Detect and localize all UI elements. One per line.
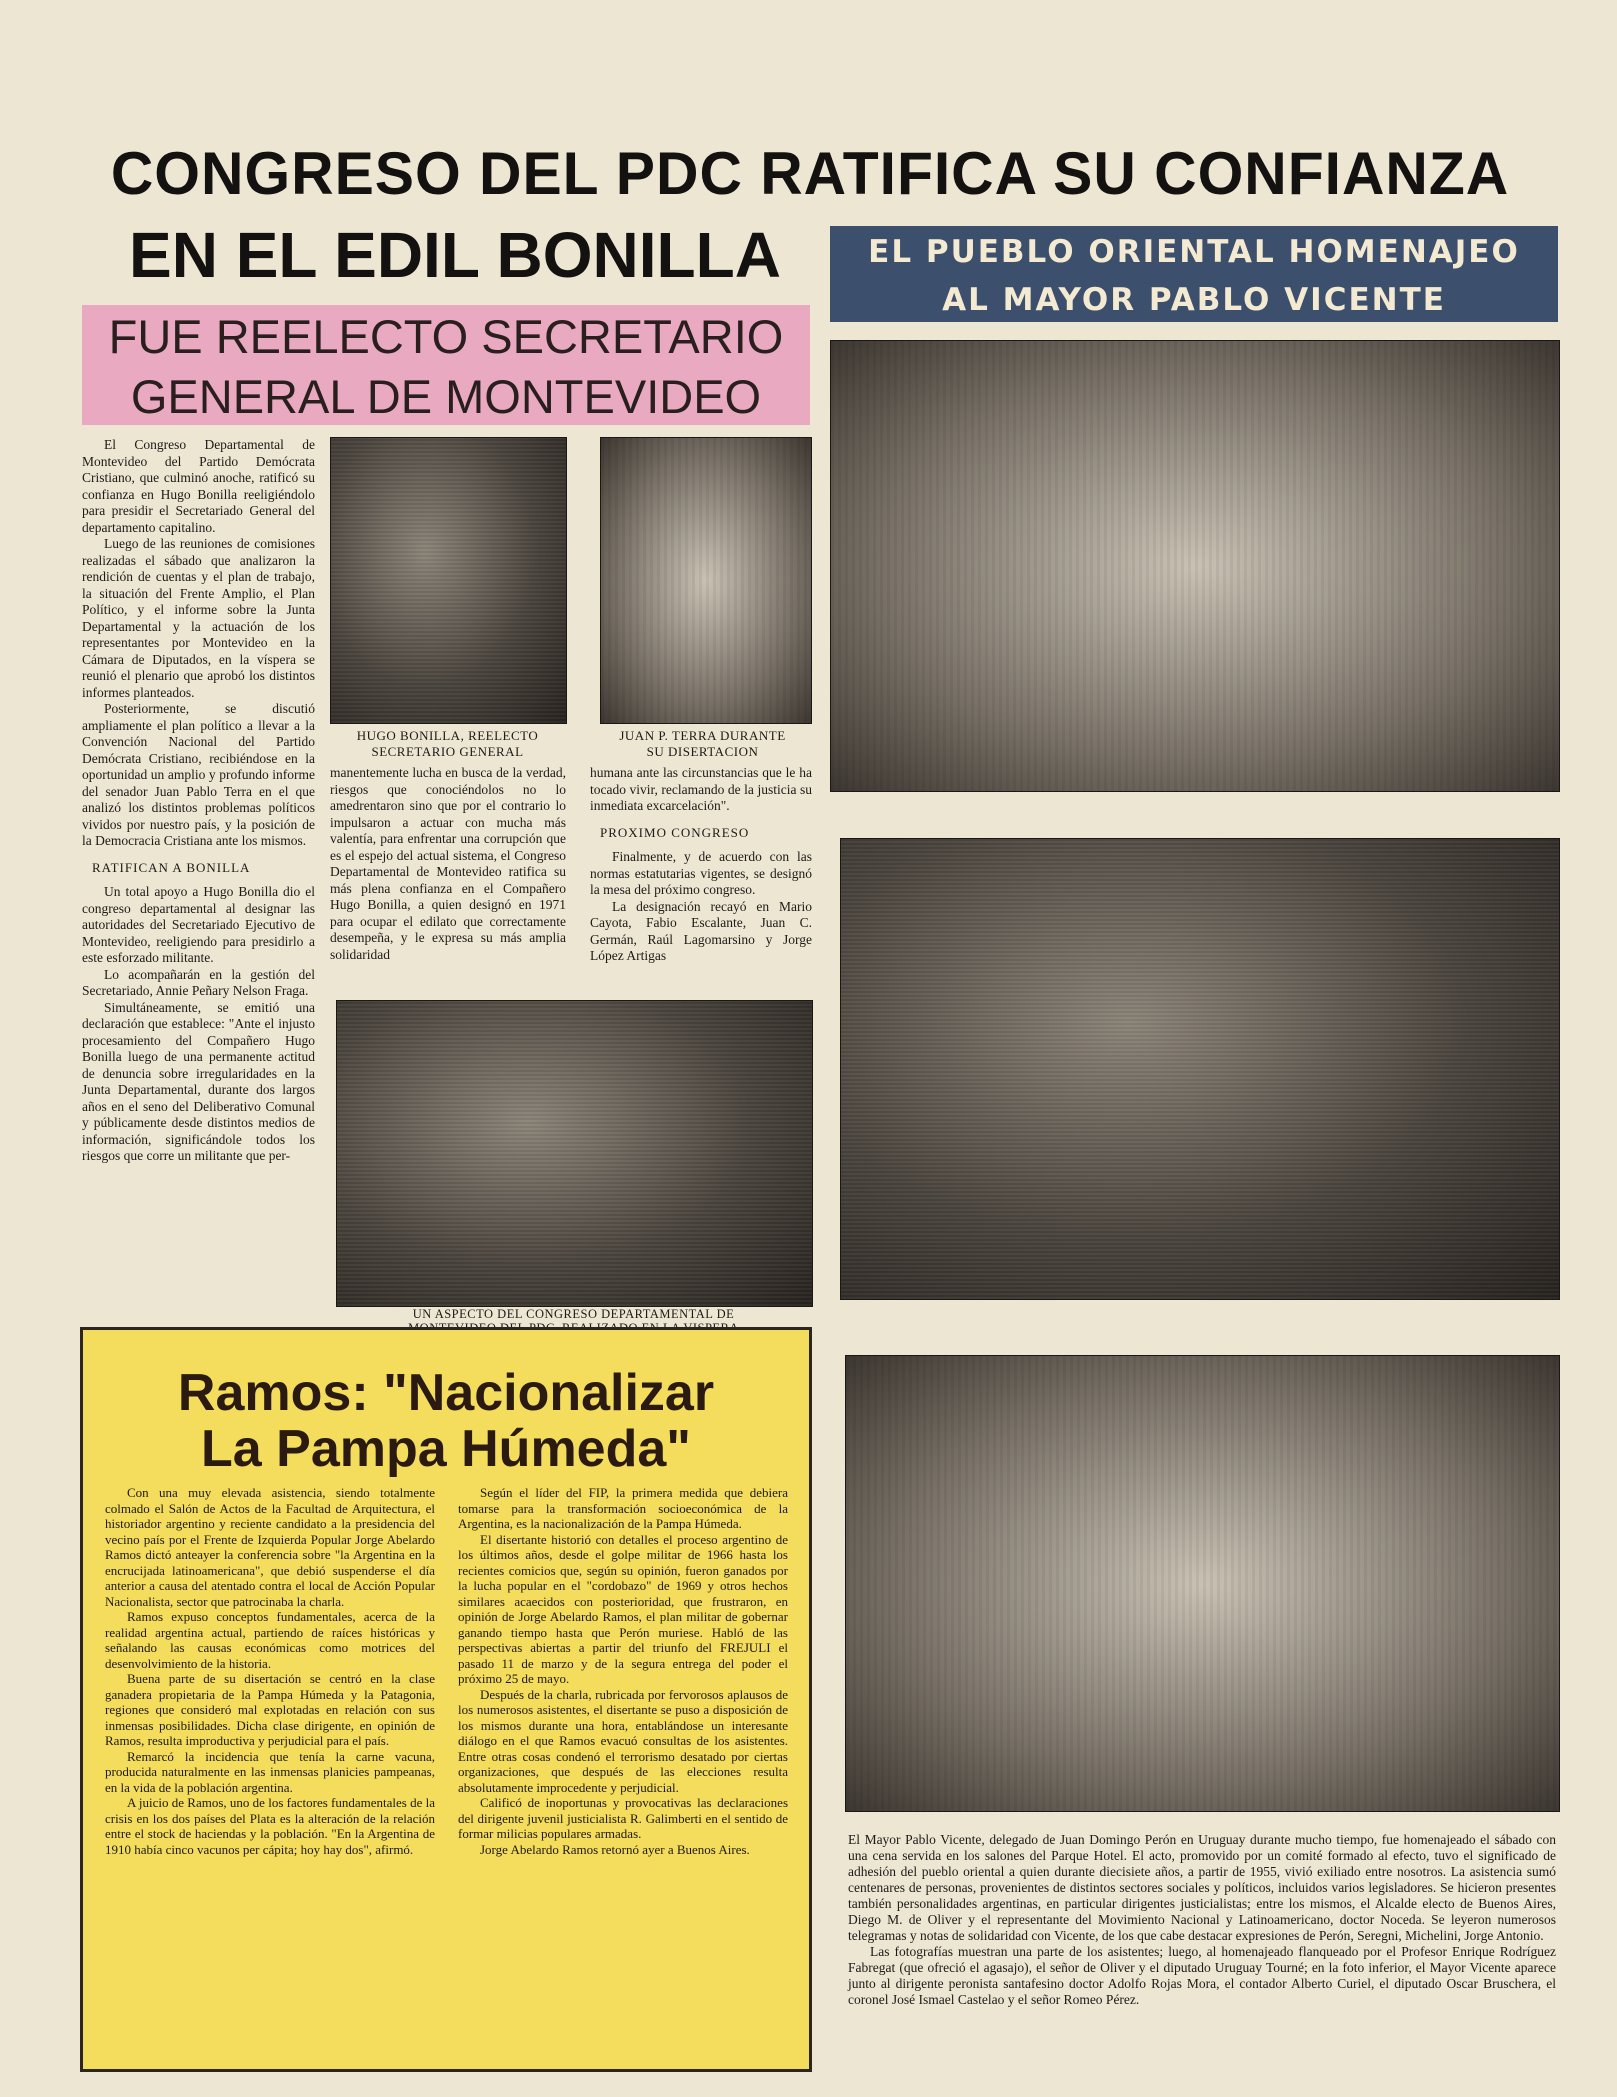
paragraph: Finalmente, y de acuerdo con las normas estatutarias vigentes, se designó la mesa del próximo congreso. — [590, 849, 812, 897]
paragraph: Según el líder del FIP, la primera medida que debiera tomarse para la transformación socioeconómica de la Argentina, es la nacionalización de la Pampa Húmeda. — [458, 1485, 788, 1531]
vicente-headline-line2: AL MAYOR PABLO VICENTE — [942, 282, 1446, 318]
main-headline: CONGRESO DEL PDC RATIFICA SU CONFIANZA — [110, 140, 1510, 207]
vicente-headline-line1: EL PUEBLO ORIENTAL HOMENAJEO — [868, 234, 1520, 270]
caption-terra — [590, 728, 815, 760]
caption-line: SECRETARIO GENERAL — [371, 744, 524, 759]
paragraph: Ramos expuso conceptos fundamentales, acerca de la realidad argentina actual, partiendo de raíces históricas y señalando las causas económicas como motrices del desenvolvimiento de la historia. — [105, 1609, 435, 1671]
subheading-ratifican: RATIFICAN A BONILLA — [92, 859, 251, 875]
ramos-column-2 — [458, 1485, 788, 1857]
paragraph: Posteriormente, se discutió ampliamente el plan político a llevar a la Convención Nacional del Partido Demócrata Cristiano, recibiéndose en la oportunidad un amplio y profundo informe del senador Juan Pablo Terra en el que analizó los distintos problemas políticos vividos por nuestro país, y la posición de la Democracia Cristiana ante los mismos. — [82, 701, 315, 848]
paragraph: humana ante las circunstancias que le ha tocado vivir, reclamando de la justicia su inmediata excarcelación". — [590, 765, 812, 813]
paragraph: Calificó de inoportunas y provocativas las declaraciones del dirigente juvenil justicialista R. Galimberti en el sentido de formar milicias populares armadas. — [458, 1795, 788, 1841]
caption-line: HUGO BONILLA, REELECTO — [356, 728, 539, 743]
ramos-title — [83, 1365, 809, 1477]
paragraph: Las fotografías muestran una parte de los asistentes; luego, al homenajeado flanqueado por el Profesor Enrique Rodríguez Fabregat (que ofreció el agasajo), el señor de Oliver y el diputado Uruguay Tourné; en la foto inferior, el Mayor Vicente aparece junto al dirigente peronista santafesino doctor Adolfo Rojas Mora, el contador Alberto Curiel, el diputado Oscar Bruschera, el coronel José Ismael Castelao y el señor Romeo Pérez. — [848, 1944, 1556, 2007]
photo-head-table — [840, 838, 1560, 1300]
photo-vicente-group — [845, 1355, 1560, 1812]
photo-hugo-bonilla — [330, 437, 567, 724]
paragraph: Simultáneamente, se emitió una declaración que establece: "Ante el injusto procesamiento del Compañero Hugo Bonilla luego de una permanente actitud de denuncia sobre irregularidades en la Junta Departamental, durante dos largos años en el seno del Deliberativo Comunal y públicamente desde distintos medios de información, significándole todos los riesgos que corre un militante que per- — [82, 999, 315, 1163]
subheading-proximo-congreso: PROXIMO CONGRESO — [600, 824, 750, 840]
subheadline-banner — [82, 305, 810, 425]
subheadline-line2: GENERAL DE MONTEVIDEO — [130, 370, 762, 423]
caption-line: SU DISERTACION — [646, 744, 759, 759]
photo-juan-p-terra — [600, 437, 812, 724]
paragraph: Un total apoyo a Hugo Bonilla dio el congreso departamental al designar las autoridades del Secretariado Ejecutivo de Montevideo, reeligiendo para presidirlo a este esforzado militante. — [82, 884, 315, 965]
ramos-title-line1: Ramos: "Nacionalizar — [177, 1364, 715, 1422]
paragraph: El Congreso Departamental de Montevideo del Partido Demócrata Cristiano, que culminó anoche, ratificó su confianza en Hugo Bonilla reeligiéndolo para presidir el Secretariado General del departamento capitalino. — [82, 437, 315, 535]
photo-congreso-audience — [336, 1000, 813, 1307]
paragraph: Luego de las reuniones de comisiones realizadas el sábado que analizaron la rendición de cuentas y el plan de trabajo, la situación del Frente Amplio, el Plan Político, y el informe sobre la Junta Departamental y la actuación de los representantes por Montevideo en la Cámara de Diputados, en la víspera se reunió el plenario que aprobó los distintos informes planteados. — [82, 536, 315, 700]
ramos-column-1 — [105, 1485, 435, 1857]
vicente-headline-banner — [830, 226, 1558, 322]
article-column-2 — [330, 765, 566, 963]
caption-line: UN ASPECTO DEL CONGRESO DEPARTAMENTAL DE — [412, 1307, 735, 1321]
paragraph: A juicio de Ramos, uno de los factores fundamentales de la crisis en los dos países del Plata es la alteración de la relación entre el stock de haciendas y la población. "En la Argentina de 1910 había cinco vacunos per cápita; hoy hay dos", afirmó. — [105, 1795, 435, 1857]
photo-banquet-hall — [830, 340, 1560, 792]
subheadline-line1: FUE REELECTO SECRETARIO — [108, 310, 784, 363]
paragraph: Remarcó la incidencia que tenía la carne vacuna, producida naturalmente en las inmensas planicies pampeanas, en la vida de la población argentina. — [105, 1748, 435, 1795]
paragraph: manentemente lucha en busca de la verdad, riesgos que conociéndolos no lo amedrentaron sino que por el contrario lo impulsaron a actuar con mucha más valentía, para enfrentar una corrupción que es el espejo del actual sistema, el Congreso Departamental de Montevideo ratifica su más plena confianza en el Compañero Hugo Bonilla, a quien designó en 1971 para ocupar el edilato que correctamente desempeña, y le expresa su más amplia solidaridad — [330, 765, 566, 962]
paragraph: El Mayor Pablo Vicente, delegado de Juan Domingo Perón en Uruguay durante mucho tiempo, fue homenajeado el sábado con una cena servida en los salones del Parque Hotel. El acto, promovido por un comité formado al efecto, tuvo el significado de adhesión del pueblo oriental a quien durante diecisiete años, a partir de 1955, vivió exiliado entre nosotros. La asistencia sumó centenares de personas, provenientes de distintos sectores sociales y políticos, incluidos varios legisladores. Se hicieron presentes también personalidades argentinas, en particular dirigentes justicialistas; entre los mismos, el Alcalde electo de Buenos Aires, Diego M. de Oliver y el representante del Movimiento Nacional y Latinoamericano, doctor Noceda. Se leyeron numerosos telegramas y notas de solidaridad con Vicente, de los que cabe destacar expresiones de Perón, Seregni, Michelini, Jorge Antonio. — [848, 1832, 1556, 1943]
paragraph: El disertante historió con detalles el proceso argentino de los últimos años, desde el golpe militar de 1966 hasta los recientes comicios que, según su opinión, fueron ganados por la lucha popular en el "cordobazo" de 1969 y otros hechos similares acaecidos con posterioridad, que frustraron, en opinión de Jorge Abelardo Ramos, el plan militar de gobernar ganando tiempo hasta que Perón muriese. Habló de las perspectivas abiertas a partir del triunfo del FREJULI el pasado 11 de marzo y de la segura entrega del poder el próximo 25 de mayo. — [458, 1531, 788, 1686]
ramos-title-line2: La Pampa Húmeda" — [201, 1420, 691, 1478]
caption-line: JUAN P. TERRA DURANTE — [619, 728, 786, 743]
paragraph: Buena parte de su disertación se centró en la clase ganadera propietaria de la Pampa Húmeda y la Patagonia, regiones que consideró mal explotadas en relación con sus inmensas posibilidades. Dicha clase dirigente, en opinión de Ramos, resulta improductiva y perjudicial para el país. — [105, 1671, 435, 1748]
paragraph: La designación recayó en Mario Cayota, Fabio Escalante, Juan C. Germán, Raúl Lagomarsino y Jorge López Artigas — [590, 898, 812, 963]
ramos-box — [80, 1327, 812, 2072]
paragraph: Lo acompañarán en la gestión del Secretariado, Annie Peñary Nelson Fraga. — [82, 966, 315, 998]
article-column-3 — [590, 765, 812, 965]
paragraph: Jorge Abelardo Ramos retornó ayer a Buenos Aires. — [480, 1841, 750, 1857]
main-headline-line2: EN EL EDIL BONILLA — [129, 219, 781, 291]
article-column-1 — [82, 437, 315, 1165]
caption-bonilla — [330, 728, 565, 760]
vicente-article — [848, 1832, 1556, 2008]
paragraph: Con una muy elevada asistencia, siendo totalmente colmado el Salón de Actos de la Facultad de Arquitectura, el historiador argentino y reciente candidato a la presidencia del vecino país por el Frente de Izquierda Popular Jorge Abelardo Ramos dictó anteayer la conferencia sobre "la Argentina en la encrucijada latinoamericana", que debió suspenderse el día anterior a causa del atentado contra el local de Acción Popular Nacionalista, sector que patrocinaba la charla. — [105, 1485, 435, 1609]
paragraph: Después de la charla, rubricada por fervorosos aplausos de los numerosos asistentes, el disertante se puso a disposición de los mismos durante una hora, entablándose un interesante diálogo en el que Ramos evacuó consultas de los asistentes. Entre otras cosas condenó el terrorismo desatado por ciertas organizaciones, que después de las elecciones resulta absolutamente improcedente y perjudicial. — [458, 1686, 788, 1795]
